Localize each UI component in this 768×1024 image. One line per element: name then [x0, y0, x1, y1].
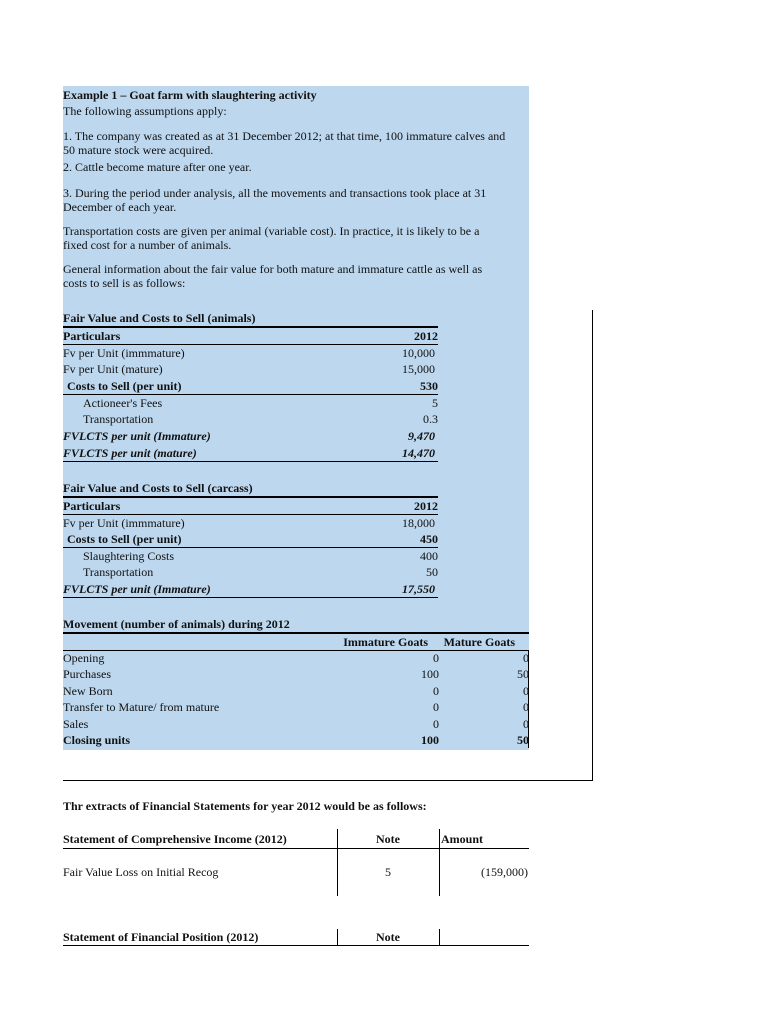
- row-label: FVLCTS per unit (Immature): [63, 582, 211, 596]
- movement-right-rule: [528, 650, 529, 748]
- sci-col-divider-1: [337, 829, 338, 896]
- row-immature: 100: [421, 667, 439, 681]
- movement-header: [63, 634, 529, 650]
- sfp-title: Statement of Financial Position (2012): [63, 930, 259, 944]
- row-mature: 50: [517, 733, 529, 747]
- sci-row-label: Fair Value Loss on Initial Recog: [63, 865, 219, 879]
- sfp-col-divider-2: [439, 929, 440, 945]
- table-row: [63, 650, 529, 666]
- sci-row-note: 5: [385, 865, 391, 879]
- row-mature: 0: [523, 684, 529, 698]
- row-label: FVLCTS per unit (mature): [63, 446, 197, 460]
- row-label: Purchases: [63, 667, 111, 681]
- table-row: [63, 361, 438, 377]
- row-value: 0.3: [423, 412, 438, 426]
- assumptions-intro: The following assumptions apply:: [63, 104, 227, 118]
- table-row: [63, 445, 438, 461]
- sci-col-divider-2: [439, 829, 440, 896]
- frame-right-border: [592, 310, 593, 781]
- table-row: [63, 683, 529, 699]
- row-value: 10,000: [402, 346, 435, 360]
- col-mature-goats: Mature Goats: [443, 635, 515, 649]
- general-info-line1: General information about the fair value for both mature and immature cattle as well as: [63, 262, 483, 276]
- row-label: Opening: [63, 651, 105, 665]
- row-label: FVLCTS per unit (Immature): [63, 429, 211, 443]
- row-label: Fv per Unit (immmature): [63, 516, 185, 530]
- row-label: Sales: [63, 717, 89, 731]
- header-year: 2012: [414, 499, 438, 513]
- row-value: 50: [426, 565, 438, 579]
- row-value: 5: [432, 396, 438, 410]
- row-value: 530: [420, 379, 438, 393]
- row-immature: 0: [433, 684, 439, 698]
- row-label: Fv per Unit (mature): [63, 362, 163, 376]
- header-particulars: Particulars: [63, 499, 121, 513]
- table-row: [63, 531, 438, 547]
- row-label: New Born: [63, 684, 113, 698]
- fv-carcass-title: Fair Value and Costs to Sell (carcass): [63, 481, 253, 495]
- transport-note-line2: fixed cost for a number of animals.: [63, 238, 232, 252]
- fv-animals-bottom-rule: [63, 461, 438, 462]
- row-mature: 50: [517, 667, 529, 681]
- row-label: Costs to Sell (per unit): [67, 532, 182, 546]
- row-immature: 0: [433, 651, 439, 665]
- header-year: 2012: [414, 329, 438, 343]
- sfp-col-divider-1: [337, 929, 338, 945]
- assumption-3-line1: 3. During the period under analysis, all the movements and transactions took place at 31: [63, 186, 487, 200]
- row-label: Slaughtering Costs: [83, 549, 175, 563]
- table-row: [63, 428, 438, 444]
- row-label: Closing units: [63, 733, 131, 747]
- sci-row-amount: (159,000): [481, 865, 528, 879]
- col-immature-goats: Immature Goats: [343, 635, 428, 649]
- table-row: [63, 395, 438, 411]
- table-row: [63, 515, 438, 531]
- row-immature: 0: [433, 700, 439, 714]
- row-label: Fv per Unit (immmature): [63, 346, 185, 360]
- general-info-line2: costs to sell is as follows:: [63, 276, 186, 290]
- assumption-1-line2: 50 mature stock were acquired.: [63, 143, 214, 157]
- row-label: Transportation: [83, 565, 154, 579]
- row-mature: 0: [523, 700, 529, 714]
- sci-amount-header: Amount: [441, 832, 484, 846]
- row-value: 15,000: [402, 362, 435, 376]
- row-value: 14,470: [402, 446, 435, 460]
- sci-title: Statement of Comprehensive Income (2012): [63, 832, 287, 846]
- table-row: [63, 564, 438, 580]
- assumption-2: 2. Cattle become mature after one year.: [63, 160, 252, 174]
- row-label: Transportation: [83, 412, 154, 426]
- row-label: Transfer to Mature/ from mature: [63, 700, 220, 714]
- fv-carcass-bottom-rule: [63, 597, 438, 598]
- row-value: 18,000: [402, 516, 435, 530]
- row-value: 450: [420, 532, 438, 546]
- table-row: [63, 732, 529, 748]
- row-immature: 100: [421, 733, 439, 747]
- sci-note-header: Note: [376, 832, 400, 846]
- table-row: [63, 581, 438, 597]
- row-value: 17,550: [402, 582, 435, 596]
- transport-note-line1: Transportation costs are given per animal (variable cost). In practice, it is likely to be a: [63, 224, 480, 238]
- row-label: Actioneer's Fees: [83, 396, 163, 410]
- sfp-note-header: Note: [376, 930, 400, 944]
- row-mature: 0: [523, 651, 529, 665]
- table-row: [63, 699, 529, 715]
- fv-animals-header: [63, 328, 438, 344]
- table-row: [63, 345, 438, 361]
- assumption-3-line2: December of each year.: [63, 200, 177, 214]
- row-immature: 0: [433, 717, 439, 731]
- sfp-header-rule: [63, 945, 529, 946]
- row-value: 400: [420, 549, 438, 563]
- movement-title: Movement (number of animals) during 2012: [63, 617, 290, 631]
- fv-animals-title: Fair Value and Costs to Sell (animals): [63, 311, 256, 325]
- table-row: [63, 378, 438, 394]
- frame-bottom-border: [63, 780, 593, 781]
- fv-carcass-header: [63, 498, 438, 514]
- row-mature: 0: [523, 717, 529, 731]
- row-label: Costs to Sell (per unit): [67, 379, 182, 393]
- table-row: [63, 411, 438, 427]
- table-row: [63, 666, 529, 682]
- assumption-1-line1: 1. The company was created as at 31 December 2012; at that time, 100 immature calves and: [63, 129, 506, 143]
- header-particulars: Particulars: [63, 329, 121, 343]
- sci-header-rule: [63, 848, 529, 849]
- example-title: Example 1 – Goat farm with slaughtering activity: [63, 88, 317, 102]
- table-row: [63, 548, 438, 564]
- extracts-heading: Thr extracts of Financial Statements for year 2012 would be as follows:: [63, 799, 427, 813]
- row-value: 9,470: [408, 429, 435, 443]
- table-row: [63, 716, 529, 732]
